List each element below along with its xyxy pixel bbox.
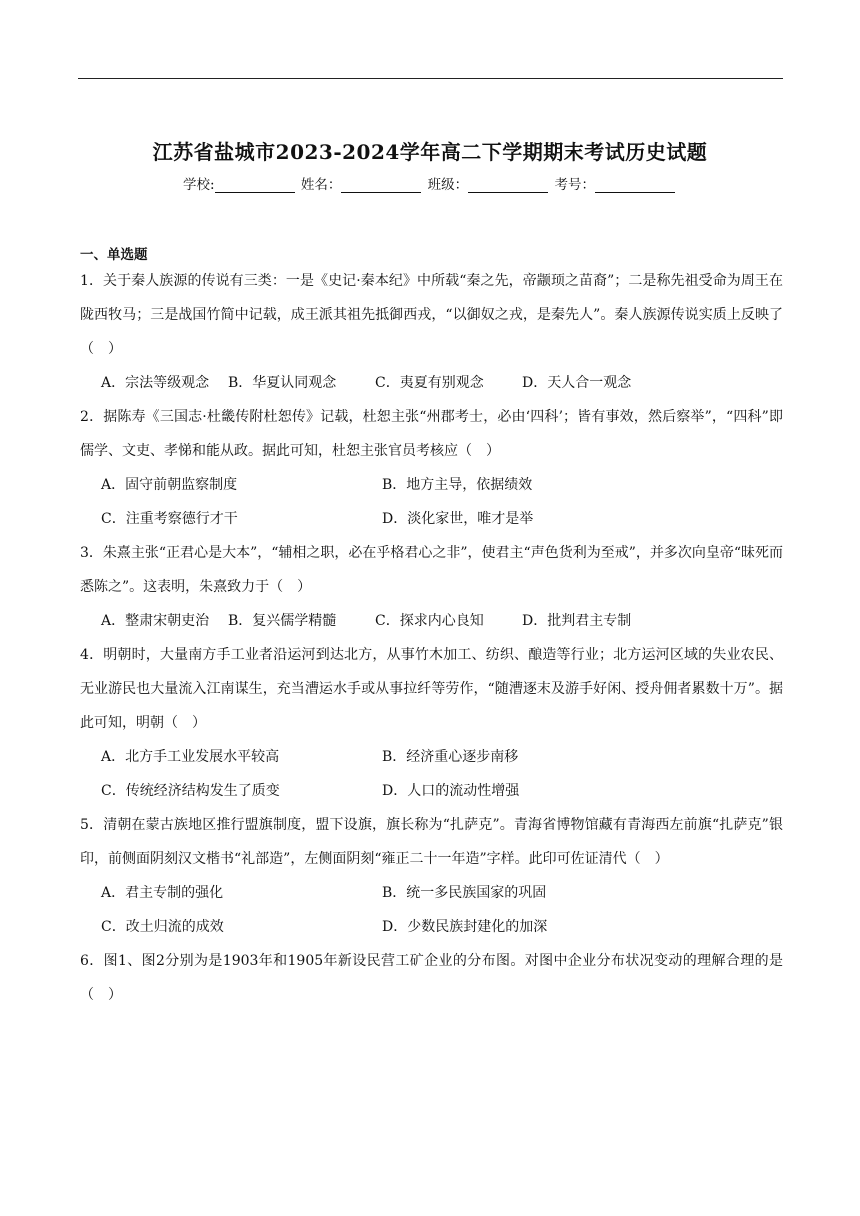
- option-a[interactable]: A．北方手工业发展水平较高: [101, 749, 280, 765]
- section-title: 一、单选题: [80, 247, 148, 263]
- option-row: [80, 604, 783, 638]
- question-3: [80, 536, 783, 638]
- question-stem: 3．朱熹主张“正君心是大本”，“辅相之职，必在乎格君心之非”，使君主“声色货利为至戒”，并多次向皇帝“昧死而悉陈之”。这表明，朱熹致力于（ ）: [80, 545, 784, 595]
- name-field: [301, 173, 424, 193]
- header-rule: [78, 78, 783, 79]
- question-stem: 4．明朝时，大量南方手工业者沿运河到达北方，从事竹木加工、纺织、酿造等行业；北方运河区域的失业农民、无业游民也大量流入江南谋生，充当漕运水手或从事拉纤等劳作，“随漕逐末及游手好闲、授舟佣者累数十万”。据此可知，明朝（ ）: [80, 647, 783, 731]
- question-6: [80, 944, 783, 1012]
- name-blank[interactable]: [341, 178, 421, 193]
- option-a[interactable]: A．整肃宋朝吏治: [101, 613, 210, 629]
- question-stem: 6．图1、图2分别为是1903年和1905年新设民营工矿企业的分布图。对图中企业分布状况变动的理解合理的是（ ）: [80, 953, 783, 1003]
- option-b[interactable]: B．地方主导，依据绩效: [382, 477, 533, 493]
- option-row: [80, 366, 783, 400]
- option-c[interactable]: C．改土归流的成效: [101, 919, 224, 935]
- exam-title: 江苏省盐城市2023-2024学年高二下学期期末考试历史试题: [152, 140, 708, 164]
- class-field: [428, 173, 551, 193]
- question-stem: 2．据陈寿《三国志·杜畿传附杜恕传》记载，杜恕主张“州郡考士，必由‘四科’；皆有事效，然后察举”，“四科”即儒学、文吏、孝悌和能从政。据此可知，杜恕主张官员考核应（ ）: [80, 409, 783, 459]
- option-grid: [80, 468, 783, 536]
- option-b[interactable]: B．统一多民族国家的巩固: [382, 885, 547, 901]
- student-info-line: [0, 173, 860, 193]
- school-label: 学校:: [183, 177, 215, 193]
- question-list: [80, 264, 783, 1012]
- option-c[interactable]: C．传统经济结构发生了质变: [101, 783, 280, 799]
- option-d[interactable]: D．人口的流动性增强: [382, 783, 520, 799]
- option-d[interactable]: D．淡化家世，唯才是举: [382, 511, 534, 527]
- question-5: [80, 808, 783, 944]
- option-c[interactable]: C．夷夏有别观念: [375, 375, 484, 391]
- class-blank[interactable]: [468, 178, 548, 193]
- name-label: 姓名：: [300, 177, 342, 193]
- question-4: [80, 638, 783, 808]
- exam-number-label: 考号：: [554, 177, 595, 193]
- school-blank[interactable]: [215, 178, 295, 193]
- option-d[interactable]: D．少数民族封建化的加深: [382, 919, 548, 935]
- exam-number-field: [554, 173, 677, 193]
- option-d[interactable]: D．天人合一观念: [522, 375, 632, 391]
- option-a[interactable]: A．君主专制的强化: [101, 885, 224, 901]
- option-b[interactable]: B．复兴儒学精髓: [228, 613, 337, 629]
- option-b[interactable]: B．华夏认同观念: [228, 375, 337, 391]
- class-label: 班级：: [427, 177, 469, 193]
- question-2: [80, 400, 783, 536]
- option-a[interactable]: A．固守前朝监察制度: [101, 477, 238, 493]
- option-d[interactable]: D．批判君主专制: [522, 613, 632, 629]
- exam-number-blank[interactable]: [595, 178, 675, 193]
- question-stem: 5．清朝在蒙古族地区推行盟旗制度，盟下设旗，旗长称为“扎萨克”。青海省博物馆藏有青海西左前旗“扎萨克”银印，前侧面阴刻汉文楷书“礼部造”，左侧面阴刻“雍正二十一年造”字样。此印可佐证清代（ ）: [80, 817, 783, 867]
- option-grid: [80, 876, 783, 944]
- option-b[interactable]: B．经济重心逐步南移: [382, 749, 519, 765]
- option-c[interactable]: C．注重考察德行才干: [101, 511, 238, 527]
- option-a[interactable]: A．宗法等级观念: [101, 375, 210, 391]
- option-grid: [80, 740, 783, 808]
- option-c[interactable]: C．探求内心良知: [375, 613, 484, 629]
- question-1: [80, 264, 783, 400]
- question-stem: 1．关于秦人族源的传说有三类：一是《史记·秦本纪》中所载“秦之先，帝颛顼之苗裔”；二是称先祖受命为周王在陇西牧马；三是战国竹简中记载，成王派其祖先抵御西戎，“以御奴之戎，是秦先人”。秦人族源传说实质上反映了（ ）: [80, 273, 783, 357]
- school-field: [183, 173, 297, 193]
